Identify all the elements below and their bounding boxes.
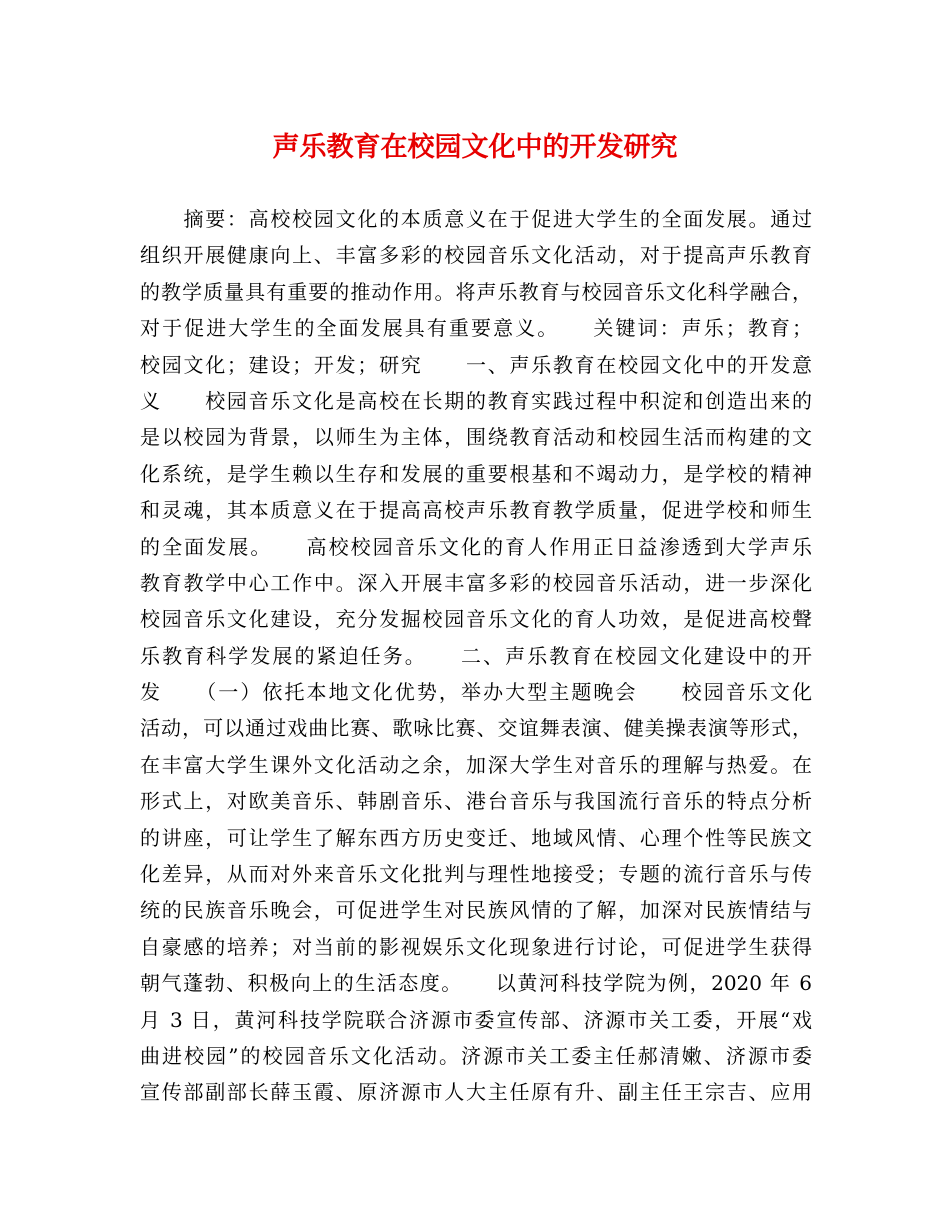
- body-line: 在丰富大学生课外文化活动之余，加深大学生对音乐的理解与热爱。在: [140, 752, 812, 777]
- body-line: 化差异，从而对外来音乐文化批判与理性地接受；专题的流行音乐与传: [140, 862, 812, 887]
- body-line: 曲进校园”的校园音乐文化活动。济源市关工委主任郝清嫩、济源市委: [140, 1043, 812, 1068]
- body-line: 的教学质量具有重要的推动作用。将声乐教育与校园音乐文化科学融合，: [140, 279, 812, 304]
- body-line: 对于促进大学生的全面发展具有重要意义。 关键词：声乐；教育；: [140, 316, 812, 341]
- body-line: 的全面发展。 高校校园音乐文化的育人作用正日益渗透到大学声乐: [140, 534, 812, 559]
- body-line: 活动，可以通过戏曲比赛、歌咏比赛、交谊舞表演、健美操表演等形式，: [140, 716, 812, 741]
- body-line: 教育教学中心工作中。深入开展丰富多彩的校园音乐活动，进一步深化: [140, 570, 812, 595]
- body-line: 化系统，是学生赖以生存和发展的重要根基和不竭动力，是学校的精神: [140, 461, 812, 486]
- body-line: 宣传部副部长薛玉霞、原济源市人大主任原有升、副主任王宗吉、应用: [140, 1080, 812, 1105]
- body-line: 朝气蓬勃、积极向上的生活态度。 以黄河科技学院为例，2020 年 6: [140, 971, 812, 996]
- body-line: 乐教育科学发展的紧迫任务。 二、声乐教育在校园文化建设中的开: [140, 643, 812, 668]
- body-line: 形式上，对欧美音乐、韩剧音乐、港台音乐与我国流行音乐的特点分析: [140, 789, 812, 814]
- body-line: 和灵魂，其本质意义在于提高高校声乐教育教学质量，促进学校和师生: [140, 498, 812, 523]
- body-line: 义 校园音乐文化是高校在长期的教育实践过程中积淀和创造出来的: [140, 388, 812, 413]
- body-line: 月 3 日，黄河科技学院联合济源市委宣传部、济源市关工委，开展“戏: [140, 1007, 812, 1032]
- body-line: 统的民族音乐晚会，可促进学生对民族风情的了解，加深对民族情结与: [140, 898, 812, 923]
- body-line: 摘要：高校校园文化的本质意义在于促进大学生的全面发展。通过: [140, 207, 812, 231]
- body-line: 发 （一）依托本地文化优势，举办大型主题晚会 校园音乐文化: [140, 680, 812, 705]
- body-line: 校园文化；建设；开发；研究 一、声乐教育在校园文化中的开发意: [140, 352, 812, 377]
- body-line: 组织开展健康向上、丰富多彩的校园音乐文化活动，对于提高声乐教育: [140, 243, 812, 268]
- body-line: 是以校园为背景，以师生为主体，围绕教育活动和校园生活而构建的文: [140, 425, 812, 450]
- body-line: 的讲座，可让学生了解东西方历史变迁、地域风情、心理个性等民族文: [140, 825, 812, 850]
- document-title: 声乐教育在校园文化中的开发研究: [272, 132, 678, 163]
- document-body: [140, 201, 812, 1111]
- body-line: 校园音乐文化建设，充分发掘校园音乐文化的育人功效，是促进高校聲: [140, 607, 812, 632]
- body-line: 自豪感的培养；对当前的影视娱乐文化现象进行讨论，可促进学生获得: [140, 934, 812, 959]
